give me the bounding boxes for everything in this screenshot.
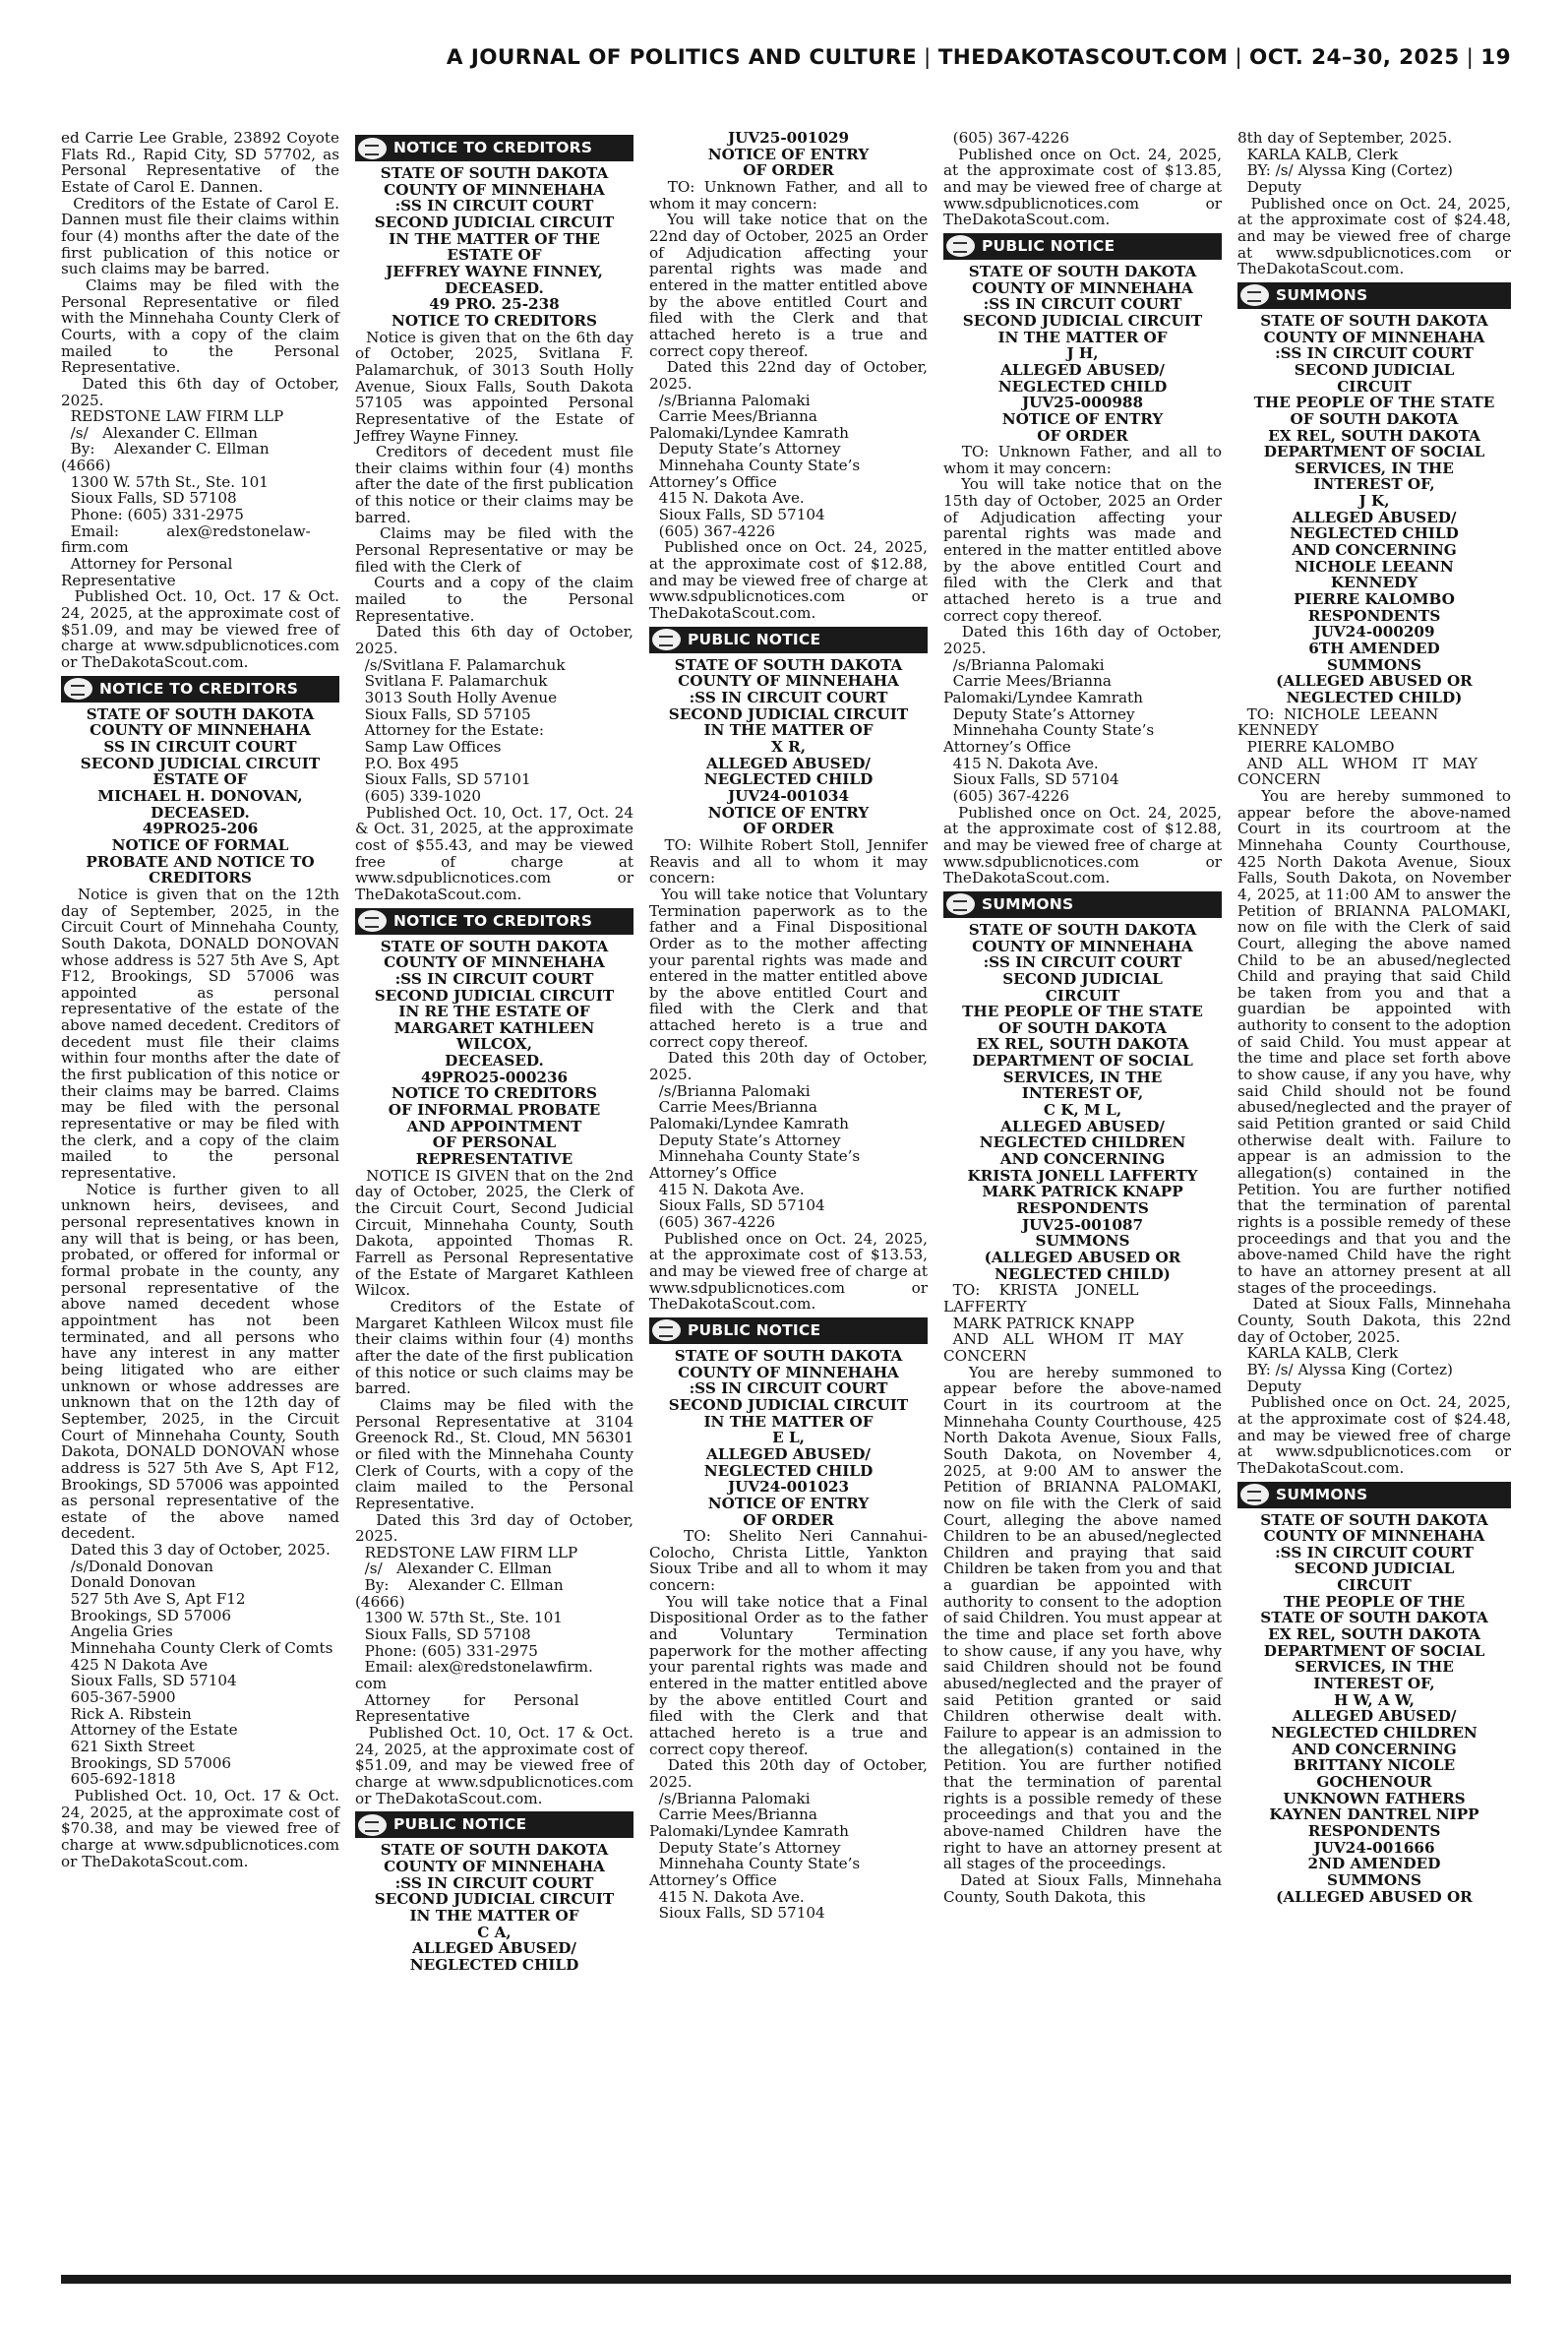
notice-paragraph: Published once on Oct. 24, 2025, at the approximate cost of $13.53, and may be viewed free of charge at www.sdpublicnotices.com or TheDakotaScout.com. (649, 1229, 933, 1314)
header-separator: | (1466, 45, 1475, 70)
notice-caption: STATE OF SOUTH DAKOTA COUNTY OF MINNEHAHA :SS IN CIRCUIT COURT SECOND JUDICIAL CIRCUIT IN THE MATTER OF E L, ALLEGED ABUSED/ NEGLECTED CHILD JUV24-001023 NOTICE OF ENTRY OF ORDER (668, 1346, 909, 1529)
notice-paragraph: Dated at Sioux Falls, Minnehaha County, South Dakota, this 22nd day of October, 2025. (1237, 1295, 1516, 1346)
section-heading-label: SUMMONS (1276, 1485, 1368, 1503)
notice-paragraph: You will take notice that on the 22nd day of October, 2025 an Order of Adjudication affecting your parental rights was made and entered in the matter entitled above by the above entitled Court and filed with the Clerk and that attached hereto is a true and correct copy thereof. (649, 211, 933, 360)
notice-paragraph: Published once on Oct. 24, 2025, at the approximate cost of $12.88, and may be viewed free of charge at www.sdpublicnotices.com or TheDakotaScout.com. (649, 538, 933, 623)
notice-paragraph: You are hereby summoned to appear before the above-named Court in its courtroom at the Minnehaha County Courthouse, 425 North Dakota Avenue, Sioux Falls, South Dakota, on November 4, 2025, at 9:00 AM to answer the Petition of BRIANNA PALOMAKI, now on file with the Clerk of said Court, alleging the above named Children to be an abused/neglected Children and praying that said Children be taken from you and that a guardian be appointed with authority to consent to the adoption of said Children. You must appear at the time and place set forth above to show cause, if any you have, why said Children should not be found abused/neglected and the prayer of said Petition granted or said Children otherwise dealt with. Failure to appear is an admission to the allegation(s) contained in the Petition. You are further notified that the termination of parental rights is a possible remedy of these proceedings and that you and the above-named Children have the right to have an attorney present at all stages of the proceedings. (943, 1363, 1227, 1873)
section-heading-label: PUBLIC NOTICE (688, 1321, 821, 1340)
section-heading-bar (355, 1811, 633, 1838)
scout-logo-icon (358, 1814, 387, 1836)
section-heading-label: NOTICE TO CREDITORS (393, 139, 593, 157)
notice-signature-block: (605) 367-4226 (943, 129, 1070, 147)
scout-logo-icon (946, 893, 975, 915)
notice-caption: STATE OF SOUTH DAKOTA COUNTY OF MINNEHAHA :SS IN CIRCUIT COURT SECOND JUDICIAL CIRCUIT IN THE MATTER OF THE ESTATE OF JEFFREY WAYNE FINNEY, DECEASED. 49 PRO. 25-238 NOTICE TO CREDITORS (374, 164, 615, 330)
section-heading-label: SUMMONS (1276, 286, 1368, 305)
notice-paragraph: You will take notice that a Final Dispositional Order as to the father and Voluntary Termination paperwork for the mother affecting your parental rights was made and entered in the matter entitled above by the above entitled Court and filed with the Clerk and that attached hereto is a true and correct copy thereof. (649, 1592, 933, 1758)
notice-signature-block: /s/Svitlana F. Palamarchuk Svitlana F. Palamarchuk 3013 South Holly Avenue Sioux Falls, SD 57105 Attorney for the Estate: Samp Law Offices P.O. Box 495 Sioux Falls, SD 57101 (605) 339-1020 (364, 655, 566, 805)
notice-caption: STATE OF SOUTH DAKOTA COUNTY OF MINNEHAHA :SS IN CIRCUIT COURT SECOND JUDICIAL CIRCUIT IN THE MATTER OF C A, ALLEGED ABUSED/ NEGLECTED CHILD (374, 1841, 615, 1974)
notice-paragraph: Dated this 22nd day of October, 2025. (649, 358, 933, 393)
notice-caption: STATE OF SOUTH DAKOTA COUNTY OF MINNEHAHA :SS IN CIRCUIT COURT SECOND JUDICIAL CIRCUIT IN THE MATTER OF X R, ALLEGED ABUSED/ NEGLECTED CHILD JUV24-001034 NOTICE OF ENTRY OF ORDER (668, 655, 909, 838)
section-heading-label: PUBLIC NOTICE (393, 1815, 527, 1834)
notice-paragraph: Courts and a copy of the claim mailed to the Personal Representative. (355, 574, 638, 625)
notice-paragraph: Published once on Oct. 24, 2025, at the approximate cost of $24.48, and may be viewed free of charge at www.sdpublicnotices.com or TheDakotaScout.com. (1237, 194, 1516, 278)
notice-paragraph: Published once on Oct. 24, 2025, at the approximate cost of $24.48, and may be viewed free of charge at www.sdpublicnotices.com or TheDakotaScout.com. (1237, 1393, 1516, 1477)
notice-paragraph: Published Oct. 10, Oct. 17, Oct. 24 & Oct. 31, 2025, at the approximate cost of $55.43, and may be viewed free of charge at www.sdpublicnotices.com or TheDakotaScout.com. (355, 803, 638, 903)
section-heading-label: PUBLIC NOTICE (982, 237, 1116, 256)
scout-logo-icon (1240, 1484, 1269, 1505)
notice-signature-block: REDSTONE LAW FIRM LLP /s/ Alexander C. Ellman By: Alexander C. Ellman (4666) 1300 W. 57th St., Ste. 101 Sioux Falls, SD 57108 Phone: (605) 331-2975 Email: alex@redstonelawfirm. com Attorney for Personal Representative (355, 1543, 593, 1726)
scout-logo-icon (358, 138, 387, 159)
notice-paragraph: Claims may be filed with the Personal Representative or filed with the Minnehaha County Clerk of Courts, with a copy of the claim mailed to the Personal Representative. (61, 275, 344, 377)
notice-signature-block: /s/Brianna Palomaki Carrie Mees/Brianna Palomaki/Lyndee Kamrath Deputy State’s Attorney Minnehaha County State’s Attorney’s Office 415 N. Dakota Ave. Sioux Falls, SD 57104 (605) 367-4226 (943, 655, 1155, 805)
notice-caption: JUV25-001029 NOTICE OF ENTRY OF ORDER (707, 129, 870, 180)
header-separator: | (1235, 45, 1243, 70)
notice-paragraph: Claims may be filed with the Personal Representative at 3104 Greenock Rd., St. Cloud, MN 56301 or filed with the Minnehaha County Clerk of Courts, with a copy of the claim mailed to the Personal Representative. (355, 1395, 638, 1512)
page-header (0, 45, 1568, 91)
notice-paragraph: Dated this 16th day of October, 2025. (943, 623, 1227, 658)
scout-logo-icon (946, 235, 975, 257)
notice-paragraph: TO: Wilhite Robert Stoll, Jennifer Reavis and all to whom it may concern: (649, 835, 933, 887)
section-heading-bar (649, 627, 928, 653)
notice-paragraph: Published Oct. 10, Oct. 17 & Oct. 24, 2025, at the approximate cost of $51.09, and may be viewed free of charge at www.sdpublicnotices.com or TheDakotaScout.com. (61, 587, 344, 671)
notice-paragraph: Dated this 6th day of October, 2025. (61, 374, 344, 409)
section-heading-label: SUMMONS (982, 895, 1074, 914)
notice-paragraph: Dated this 20th day of October, 2025. (649, 1756, 933, 1791)
notice-paragraph: You are hereby summoned to appear before the above-named Court in its courtroom at the Minnehaha County Courthouse, 425 North Dakota Avenue, Sioux Falls, South Dakota, on November 4, 2025, at 11:00 AM to answer the Petition of BRIANNA PALOMAKI, now on file with the Clerk of said Court, alleging the above named Child to be an abused/neglected Child and praying that said Child be taken from you and that a guardian be appointed with authority to consent to the adoption of said Child. You must appear at the time and place set forth above to show cause, if any you have, why said Child should not be found abused/neglected and the prayer of said Petition granted or said Child otherwise dealt with. Failure to appear is an admission to the allegation(s) contained in the Petition. You are further notified that the termination of parental rights is a possible remedy of these proceedings and that you and the above-named Child have the right to have an attorney present at all stages of the proceedings. (1237, 786, 1516, 1297)
notice-signature-block: /s/Brianna Palomaki Carrie Mees/Brianna Palomaki/Lyndee Kamrath Deputy State’s Attorney Minnehaha County State’s Attorney’s Office 415 N. Dakota Ave. Sioux Falls, SD 57104 (605) 367-4226 (649, 391, 861, 540)
notice-paragraph: Dated this 3 day of October, 2025. (61, 1541, 331, 1560)
scout-logo-icon (358, 910, 387, 932)
notice-paragraph: Published Oct. 10, Oct. 17 & Oct. 24, 2025, at the approximate cost of $70.38, and may be viewed free of charge at www.sdpublicnotices.com or TheDakotaScout.com. (61, 1786, 344, 1870)
notice-paragraph: Creditors of the Estate of Margaret Kathleen Wilcox must file their claims within four (4) months after the date of the first publication of this notice or such claims may be barred. (355, 1297, 638, 1398)
notice-paragraph: Notice is given that on the 6th day of October, 2025, Svitlana F. Palamarchuk, of 3013 South Holly Avenue, Sioux Falls, South Dakota 57105 was appointed Personal Representative of the Estate of Jeffrey Wayne Finney. (355, 328, 638, 445)
notice-paragraph: You will take notice that on the 15th day of October, 2025 an Order of Adjudication affecting your parental rights was made and entered in the matter entitled above by the above entitled Court and filed with the Clerk and that attached hereto is a true and correct copy thereof. (943, 475, 1227, 625)
column-2 (355, 130, 638, 1974)
column-5 (1237, 129, 1516, 1906)
notice-paragraph: Creditors of decedent must file their claims within four (4) months after the date of the first publication of this notice or their claims may be barred. (355, 443, 638, 526)
section-heading-bar (1237, 1482, 1511, 1508)
scout-logo-icon (1240, 284, 1269, 306)
notice-paragraph: Published once on Oct. 24, 2025, at the approximate cost of $13.85, and may be viewed free of charge at www.sdpublicnotices.com or TheDakotaScout.com. (943, 145, 1227, 229)
section-heading-bar (1237, 282, 1511, 309)
notice-paragraph: Notice is further given to all unknown heirs, devisees, and personal representatives known in any will that is being, or has been, probated, or offered for informal or formal probate in the county, any personal representative of the above named decedent whose appointment has not been terminated, and all persons who have any interest in any matter being litigated who are either unknown or whose addresses are unknown that on the 12th day of September, 2025, in the Circuit Court of Minnehaha County, South Dakota, DONALD DONOVAN whose address is 527 5th Ave S, Apt F12, Brookings, SD 57006 was appointed as personal representative of the estate of the above named decedent. (61, 1180, 344, 1543)
notice-signature-block: KARLA KALB, Clerk BY: /s/ Alyssa King (Cortez) Deputy (1246, 145, 1453, 196)
notice-paragraph: Dated this 3rd day of October, 2025. (355, 1510, 638, 1546)
notice-paragraph: Published once on Oct. 24, 2025, at the approximate cost of $12.88, and may be viewed free of charge at www.sdpublicnotices.com or TheDakotaScout.com. (943, 803, 1227, 887)
column-1 (61, 129, 344, 1870)
notice-paragraph: Dated at Sioux Falls, Minnehaha County, South Dakota, this (943, 1870, 1227, 1906)
section-heading-bar (355, 908, 633, 935)
notice-paragraph: Published Oct. 10, Oct. 17 & Oct. 24, 2025, at the approximate cost of $51.09, and may be viewed free of charge at www.sdpublicnotices.com or TheDakotaScout.com. (355, 1724, 638, 1807)
column-4 (943, 129, 1227, 1906)
notice-caption: STATE OF SOUTH DAKOTA COUNTY OF MINNEHAHA :SS IN CIRCUIT COURT SECOND JUDICIAL CIRCUIT IN THE MATTER OF J H, ALLEGED ABUSED/ NEGLECTED CHILD JUV25-000988 NOTICE OF ENTRY OF ORDER (962, 262, 1203, 445)
notice-paragraph: Dated this 6th day of October, 2025. (355, 623, 638, 658)
section-heading-label: NOTICE TO CREDITORS (99, 679, 299, 698)
notice-caption: STATE OF SOUTH DAKOTA COUNTY OF MINNEHAHA :SS IN CIRCUIT COURT SECOND JUDICIAL CIRCUIT IN RE THE ESTATE OF MARGARET KATHLEEN WILCOX, DECEASED. 49PRO25-000236 NOTICE TO CREDITORS OF INFORMAL PROBATE AND APPOINTMENT OF PERSONAL REPRESENTATIVE (374, 937, 615, 1169)
section-heading-bar (943, 891, 1222, 918)
notice-paragraph: Claims may be filed with the Personal Representative or may be filed with the Clerk of (355, 524, 638, 576)
page-number: 19 (1480, 45, 1511, 70)
notice-paragraph: Dated this 20th day of October, 2025. (649, 1049, 933, 1084)
notice-signature-block: /s/Brianna Palomaki Carrie Mees/Brianna Palomaki/Lyndee Kamrath Deputy State’s Attorney Minnehaha County State’s Attorney’s Office 415 N. Dakota Ave. Sioux Falls, SD 57104 (605) 367-4226 (649, 1081, 861, 1231)
scout-logo-icon (652, 629, 681, 650)
notice-paragraph: You will take notice that Voluntary Termination paperwork as to the father and a Final Dispositional Order as to the mother affecting your parental rights was made and entered in the matter entitled above by the above entitled Court and filed with the Clerk and that attached hereto is a true and correct copy thereof. (649, 885, 933, 1051)
notice-caption: STATE OF SOUTH DAKOTA COUNTY OF MINNEHAHA :SS IN CIRCUIT COURT SECOND JUDICIAL CIRCUIT THE PEOPLE OF THE STATE OF SOUTH DAKOTA EX REL, SOUTH DAKOTA DEPARTMENT OF SOCIAL SERVICES, IN THE INTEREST OF, C K, M L, ALLEGED ABUSED/ NEGLECTED CHILDREN AND CONCERNING KRISTA JONELL LAFFERTY MARK PATRICK KNAPP RESPONDENTS JUV25-001087 SUMMONS (ALLEGED ABUSED OR NEGLECTED CHILD) (962, 920, 1203, 1283)
notice-paragraph: Notice is given that on the 12th day of September, 2025, in the Circuit Court of Minnehaha County, South Dakota, DONALD DONOVAN whose address is 527 5th Ave S, Apt F12, Brookings, SD 57006 was appointed as personal representative of the estate of the above named decedent. Creditors of decedent must file their claims within four months after the date of the first publication of this notice or their claims may be barred. Claims may be filed with the personal representative or may be filed with the clerk, and a copy of the claim mailed to the personal representative. (61, 885, 344, 1183)
bottom-rule (61, 2275, 1511, 2284)
notice-caption: STATE OF SOUTH DAKOTA COUNTY OF MINNEHAHA :SS IN CIRCUIT COURT SECOND JUDICIAL CIRCUIT THE PEOPLE OF THE STATE OF SOUTH DAKOTA EX REL, SOUTH DAKOTA DEPARTMENT OF SOCIAL SERVICES, IN THE INTEREST OF, H W, A W, ALLEGED ABUSED/ NEGLECTED CHILDREN AND CONCERNING BRITTANY NICOLE GOCHENOUR UNKNOWN FATHERS KAYNEN DANTREL NIPP RESPONDENTS JUV24-001666 2ND AMENDED SUMMONS (ALLEGED ABUSED OR (1260, 1510, 1488, 1906)
notice-paragraph: TO: Unknown Father, and all to whom it may concern: (943, 443, 1227, 477)
notice-caption: STATE OF SOUTH DAKOTA COUNTY OF MINNEHAHA :SS IN CIRCUIT COURT SECOND JUDICIAL CIRCUIT THE PEOPLE OF THE STATE OF SOUTH DAKOTA EX REL, SOUTH DAKOTA DEPARTMENT OF SOCIAL SERVICES, IN THE INTEREST OF, J K, ALLEGED ABUSED/ NEGLECTED CHILD AND CONCERNING NICHOLE LEEANN KENNEDY PIERRE KALOMBO RESPONDENTS JUV24-000209 6TH AMENDED SUMMONS (ALLEGED ABUSED OR NEGLECTED CHILD) (1253, 311, 1495, 706)
section-heading-bar (355, 135, 633, 161)
site-name: THEDAKOTASCOUT.COM (937, 45, 1229, 70)
notice-paragraph: TO: Shelito Neri Cannahui-Colocho, Christa Little, Yankton Sioux Tribe and all to whom it may concern: (649, 1527, 933, 1595)
notice-caption: STATE OF SOUTH DAKOTA COUNTY OF MINNEHAHA SS IN CIRCUIT COURT SECOND JUDICIAL CIRCUIT ESTATE OF MICHAEL H. DONOVAN, DECEASED. 49PRO25-206 NOTICE OF FORMAL PROBATE AND NOTICE TO CREDITORS (80, 704, 321, 887)
notice-signature-block: /s/Brianna Palomaki Carrie Mees/Brianna Palomaki/Lyndee Kamrath Deputy State’s Attorney Minnehaha County State’s Attorney’s Office 415 N. Dakota Ave. Sioux Falls, SD 57104 (649, 1789, 861, 1923)
scout-logo-icon (652, 1319, 681, 1341)
notice-paragraph: Creditors of the Estate of Carol E. Dannen must file their claims within four (4) months after the date of the first publication of this notice or such claims may be barred. (61, 194, 344, 278)
notice-signature-block: KARLA KALB, Clerk BY: /s/ Alyssa King (Cortez) Deputy (1246, 1344, 1453, 1395)
section-heading-bar (943, 233, 1222, 260)
section-heading-bar (61, 676, 339, 703)
notice-signature-block: /s/Donald Donovan Donald Donovan 527 5th Ave S, Apt F12 Brookings, SD 57006 Angelia Gries Minnehaha County Clerk of Comts 425 N Dakota Ave Sioux Falls, SD 57104 605-367-5900 Rick A. Ribstein Attorney of the Estate 621 Sixth Street Brookings, SD 57006 605-692-1818 (70, 1557, 333, 1789)
notice-signature-block: REDSTONE LAW FIRM LLP /s/ Alexander C. Ellman By: Alexander C. Ellman (4666) 1300 W. 57th St., Ste. 101 Sioux Falls, SD 57108 Phone: (605) 331-2975 Email: alex@redstonelaw- firm.com Attorney for Personal Representative (61, 407, 311, 589)
notice-signature-block: TO: NICHOLE LEEANN KENNEDY PIERRE KALOMBO AND ALL WHOM IT MAY CONCERN (1237, 704, 1478, 789)
notice-paragraph: NOTICE IS GIVEN that on the 2nd day of October, 2025, the Clerk of the Circuit Court, Second Judicial Circuit, Minnehaha County, South Dakota, appointed Thomas R. Farrell as Personal Representative of the Estate of Margaret Kathleen Wilcox. (355, 1166, 638, 1300)
journal-tagline: A JOURNAL OF POLITICS AND CULTURE (446, 45, 918, 70)
notice-signature-block: TO: KRISTA JONELL LAFFERTY MARK PATRICK KNAPP AND ALL WHOM IT MAY CONCERN (943, 1281, 1184, 1365)
section-heading-label: NOTICE TO CREDITORS (393, 911, 593, 930)
section-heading-label: PUBLIC NOTICE (688, 630, 821, 648)
notice-paragraph: TO: Unknown Father, and all to whom it may concern: (649, 177, 933, 213)
header-separator: | (924, 45, 932, 70)
issue-date: OCT. 24–30, 2025 (1249, 45, 1460, 70)
scout-logo-icon (64, 678, 92, 700)
notice-paragraph: 8th day of September, 2025. (1237, 129, 1453, 147)
section-heading-bar (649, 1317, 928, 1344)
column-3 (649, 129, 933, 1923)
notice-paragraph: ed Carrie Lee Grable, 23892 Coyote Flats Rd., Rapid City, SD 57702, as Personal Representative of the Estate of Carol E. Dannen. (61, 129, 344, 196)
